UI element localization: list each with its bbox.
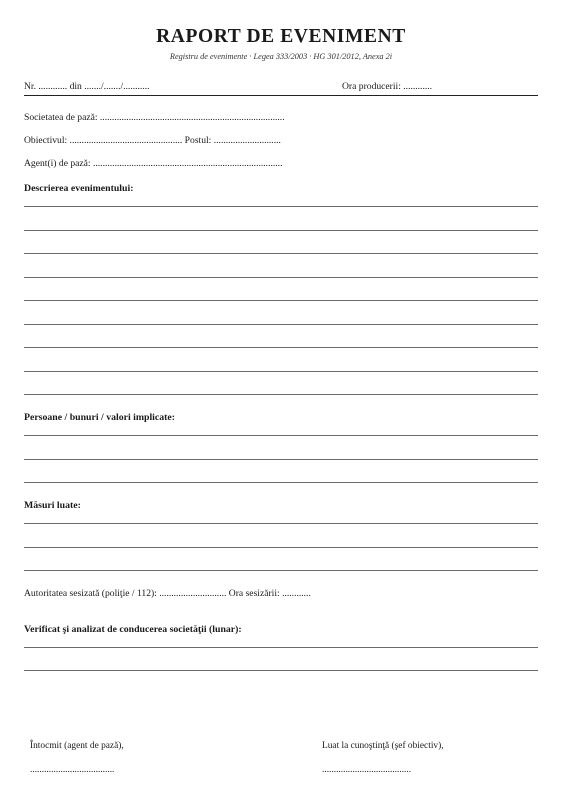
description-line [24, 230, 538, 231]
persons-line [24, 459, 538, 460]
verified-heading: Verificat şi analizat de conducerea societăţii (lunar): [24, 624, 242, 635]
description-line [24, 253, 538, 254]
report-number-date: Nr. ............ din ......./......./........... [24, 81, 150, 92]
objective-post-field: Obiectivul: ............................................... Postul: ............................ [24, 135, 281, 146]
description-line [24, 347, 538, 348]
persons-heading: Persoane / bunuri / valori implicate: [24, 412, 176, 423]
document-subtitle: Registru de evenimente · Legea 333/2003 · HG 301/2012, Anexa 2i [169, 52, 393, 61]
description-line [24, 371, 538, 372]
document-title: RAPORT DE EVENIMENT [156, 26, 406, 47]
description-line [24, 324, 538, 325]
description-line [24, 206, 538, 207]
description-heading: Descrierea evenimentului: [24, 183, 134, 194]
persons-line [24, 482, 538, 483]
measures-heading: Măsuri luate: [24, 500, 81, 511]
prepared-by-signature-line: .................................... [30, 765, 115, 775]
acknowledged-by-label: Luat la cunoştinţă (şef obiectiv), [322, 741, 444, 751]
description-line [24, 300, 538, 301]
persons-line [24, 435, 538, 436]
verified-line [24, 647, 538, 648]
acknowledged-by-signature-line: ...................................... [322, 765, 412, 775]
header-divider [24, 95, 538, 96]
measures-line [24, 547, 538, 548]
measures-line [24, 570, 538, 571]
measures-line [24, 523, 538, 524]
description-line [24, 394, 538, 395]
security-agents-field: Agent(i) de pază: ............................................................................... [24, 158, 283, 169]
authority-notified-field: Autoritatea sesizată (poliţie / 112): ............................ Ora sesizării: ............ [24, 588, 311, 599]
verified-line [24, 670, 538, 671]
prepared-by-label: Întocmit (agent de pază), [30, 741, 124, 751]
security-company-field: Societatea de pază: ............................................................................. [24, 112, 285, 123]
description-line [24, 277, 538, 278]
time-occurred-field: Ora producerii: ............ [342, 81, 433, 92]
